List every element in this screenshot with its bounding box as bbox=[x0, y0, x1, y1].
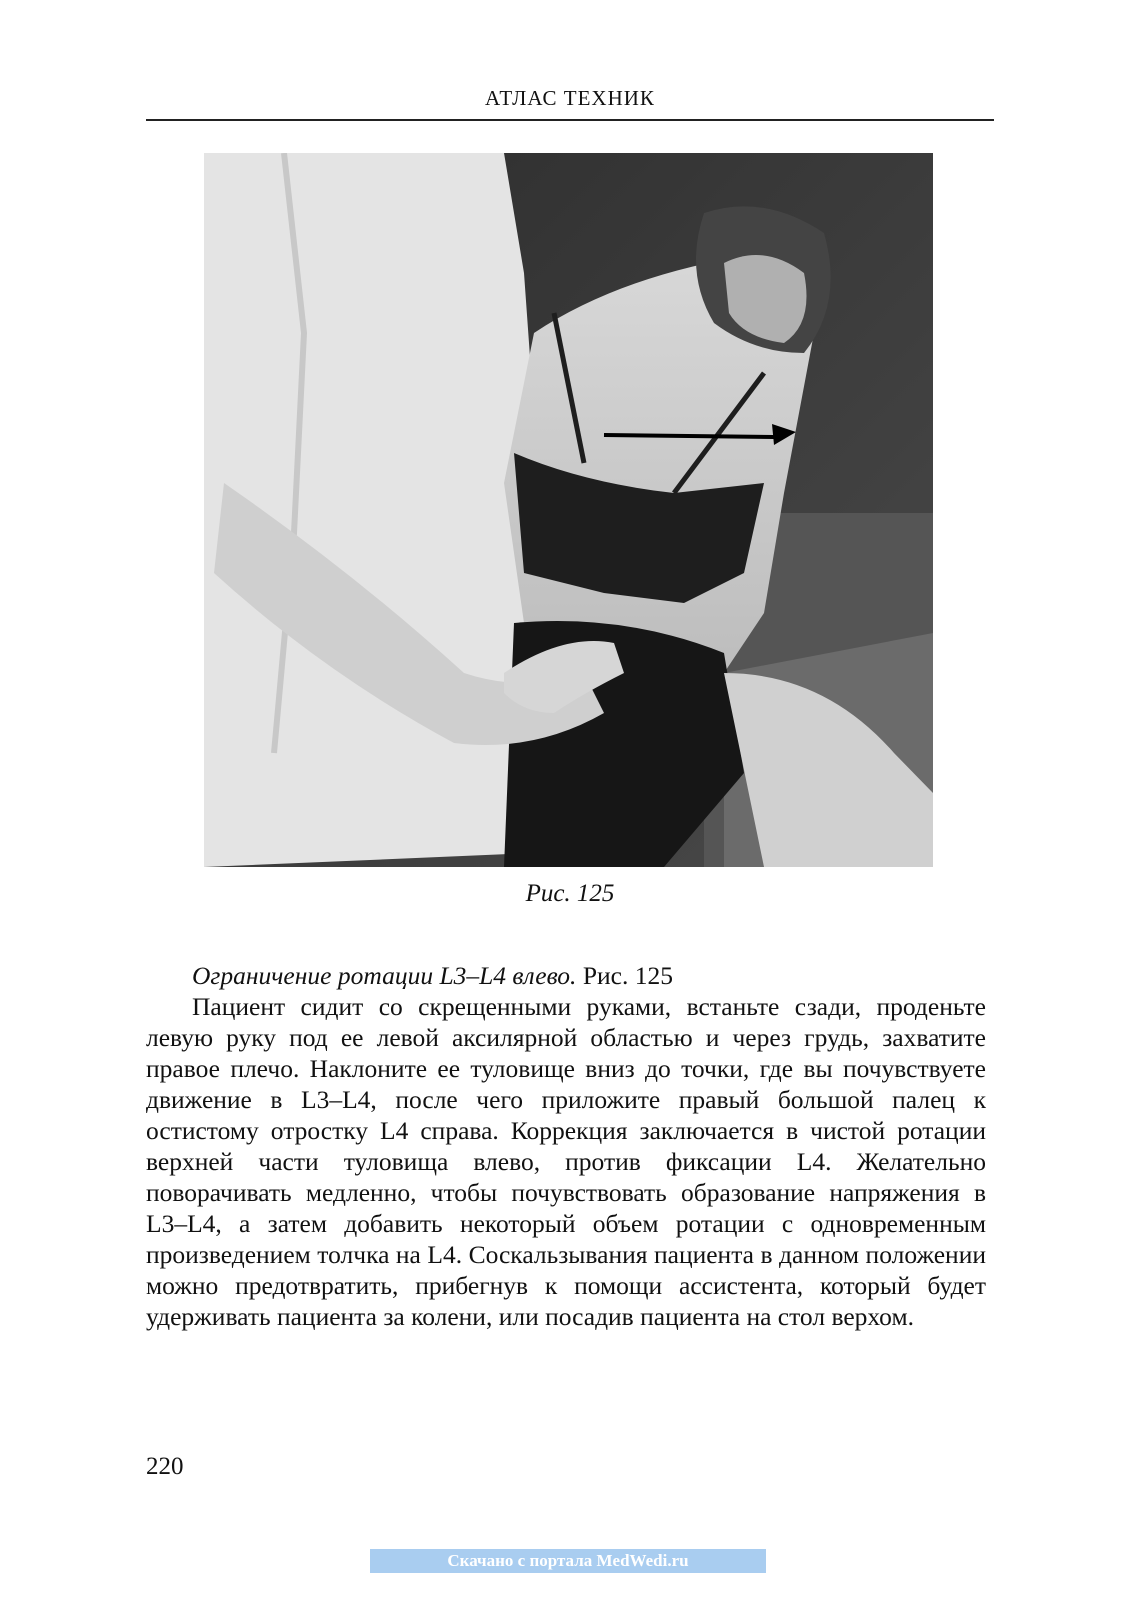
page-number: 220 bbox=[146, 1453, 184, 1480]
figure-caption: Рис. 125 bbox=[525, 880, 615, 907]
figure-photo bbox=[204, 153, 933, 867]
body-text bbox=[146, 960, 986, 1332]
download-watermark: Скачано с портала MedWedi.ru bbox=[370, 1549, 766, 1573]
photo-illustration bbox=[204, 153, 933, 867]
running-title: АТЛАС ТЕХНИК bbox=[485, 86, 655, 110]
section-lead: Ограничение ротации L3–L4 влево. bbox=[192, 961, 577, 990]
body-paragraph: Пациент сидит со скрещенными руками, встаньте сзади, проденьте левую руку под ее левой аксилярной областью и через грудь, захватите правое плечо. Наклоните ее туловище вниз до точки, где вы почувствуете движение в L3–L4, после чего приложите правый большой палец к остистому отростку L4 справа. Коррекция заключается в чистой ротации верхней части туловища влево, против фиксации L4. Желательно поворачивать медленно, чтобы почувствовать образование напряжения в L3–L4, а затем добавить некоторый объем ротации с одновременным произведением толчка на L4. Соскальзывания пациента в данном положении можно предотвратить, прибегнув к помощи ассистента, который будет удерживать пациента за колени, или посадив пациента на стол верхом. bbox=[146, 992, 986, 1331]
figure-reference: Рис. 125 bbox=[576, 961, 673, 990]
header-rule bbox=[146, 119, 994, 121]
lead-line bbox=[146, 960, 986, 991]
